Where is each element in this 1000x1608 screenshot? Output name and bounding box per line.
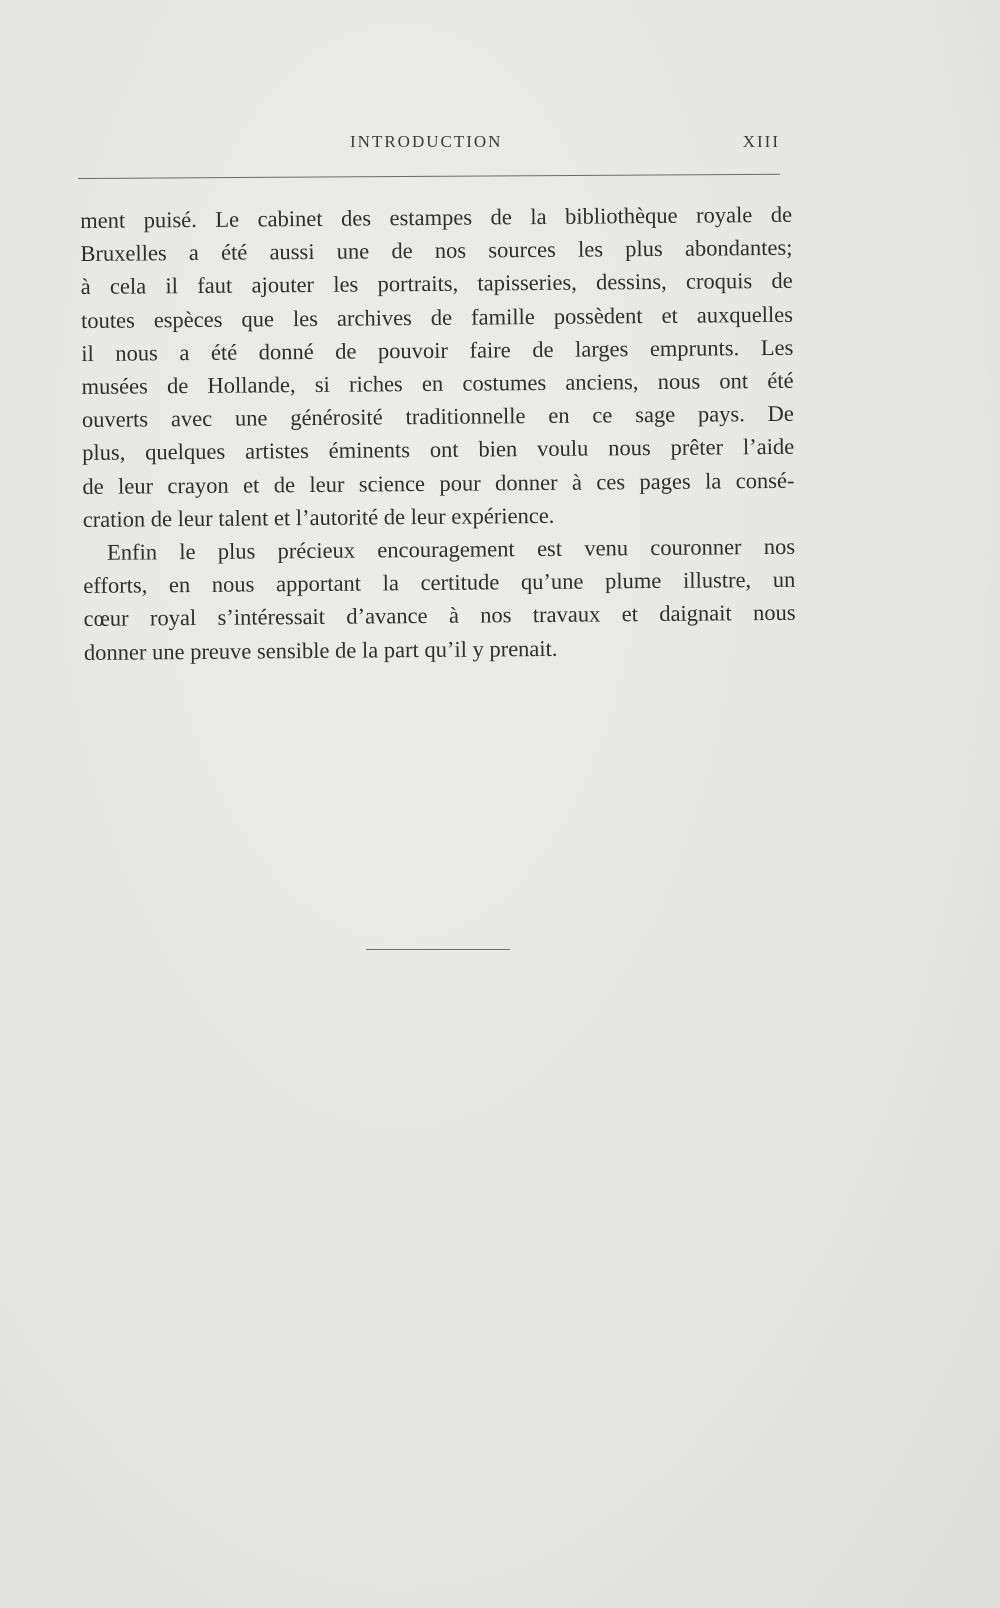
text-line: efforts, en nous apportant la certitude qu’une plume illustre, un bbox=[83, 567, 796, 599]
paragraph-1 bbox=[80, 198, 795, 536]
text-line: Bruxelles a été aussi une de nos sources les plus abondantes; bbox=[80, 234, 793, 267]
paragraph-2 bbox=[83, 530, 796, 669]
text-line: Enfin le plus précieux encouragement est venu couronner nos bbox=[106, 533, 796, 565]
text-line: cration de leur talent et l’autorité de leur expérience. bbox=[82, 502, 555, 532]
running-title: INTRODUCTION bbox=[350, 132, 503, 151]
page-number: XIII bbox=[742, 132, 780, 151]
header-rule bbox=[78, 174, 780, 179]
text-line: plus, quelques artistes éminents ont bien voulu nous prêter l’aide bbox=[82, 434, 795, 466]
text-line: ouverts avec une générosité traditionnelle en ce sage pays. De bbox=[81, 400, 794, 433]
text-line: il nous a été donné de pouvoir faire de larges emprunts. Les bbox=[81, 334, 794, 366]
text-line: donner une preuve sensible de la part qu’il y prenait. bbox=[83, 635, 558, 665]
closing-rule bbox=[366, 949, 510, 950]
text-line: toutes espèces que les archives de famille possèdent et auxquelles bbox=[80, 301, 794, 333]
text-line: cœur royal s’intéressait d’avance à nos travaux et daignait nous bbox=[83, 600, 796, 632]
text-line: ment puisé. Le cabinet des estampes de la bibliothèque royale de bbox=[80, 201, 793, 233]
text-line: musées de Hollande, si riches en costumes anciens, nous ont été bbox=[81, 367, 794, 400]
text-line: de leur crayon et de leur science pour donner à ces pages la consé- bbox=[82, 467, 795, 499]
text-line: à cela il faut ajouter les portraits, tapisseries, dessins, croquis de bbox=[80, 268, 793, 300]
running-head bbox=[80, 128, 780, 158]
body-text bbox=[80, 198, 796, 669]
